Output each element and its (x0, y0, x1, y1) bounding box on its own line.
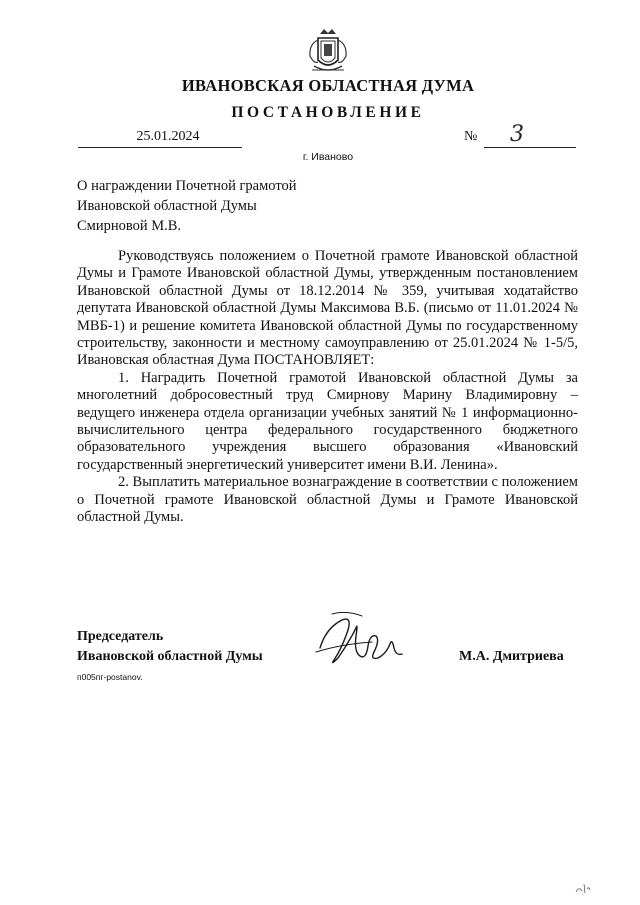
document-body (77, 248, 578, 527)
number-underline (484, 128, 576, 148)
organization-title: ИВАНОВСКАЯ ОБЛАСТНАЯ ДУМА (181, 76, 475, 95)
resolution-item-1: 1. Наградить Почетной грамотой Ивановской областной Думы за многолетний добросовестный труд Смирнову Марину Владимировну – ведущего инженера отдела организации учебных занятий № 1 информационно-вычислительного центра федерального государственного бюджетного образовательного учреждения высшего образования «Ивановский государственный энергетический университет имени В.И. Ленина». (77, 369, 578, 473)
city-label: г. Иваново (302, 151, 354, 163)
file-code: п005пг-postanov. (77, 672, 143, 682)
document-type-heading: ПОСТАНОВЛЕНИЕ (231, 104, 425, 121)
resolution-item-2: 2. Выплатить материальное вознаграждение в соответствии с положением о Почетной грамоте Ивановской областной Думы и Грамоте Ивановской областной Думы. (77, 474, 578, 526)
signatory-title (77, 627, 263, 667)
signatory-title-line: Председатель (77, 629, 164, 644)
handwritten-signature (312, 608, 412, 678)
number-label: № (464, 129, 478, 144)
document-number: 3 (510, 122, 524, 147)
document-subject (77, 176, 377, 236)
signatory-title-line: Ивановской областной Думы (77, 649, 263, 664)
scan-mark (573, 880, 593, 896)
subject-line: Ивановской областной Думы (77, 198, 257, 214)
document-date-value: 25.01.2024 (136, 129, 200, 144)
preamble-paragraph: Руководствуясь положением о Почетной грамоте Ивановской областной Думы и Грамоте Ивановской областной Думы, утвержденным постановлением Ивановской областной Думы от 18.12.2014 № 359, учитывая ходатайство депутата Ивановской областной Думы Максимова В.Б. (письмо от 11.01.2024 № МВБ-1) и решение комитета Ивановской областной Думы по государственному строительству, законности и местному самоуправлению от 25.01.2024 № 1-5/5, Ивановская областная Дума ПОСТАНОВЛЯЕТ: (77, 248, 578, 369)
coat-of-arms-emblem (304, 26, 352, 76)
subject-line: О награждении Почетной грамотой (77, 178, 297, 194)
signatory-name: М.А. Дмитриева (459, 649, 564, 664)
document-date (78, 128, 242, 148)
subject-line: Смирновой М.В. (77, 218, 182, 234)
